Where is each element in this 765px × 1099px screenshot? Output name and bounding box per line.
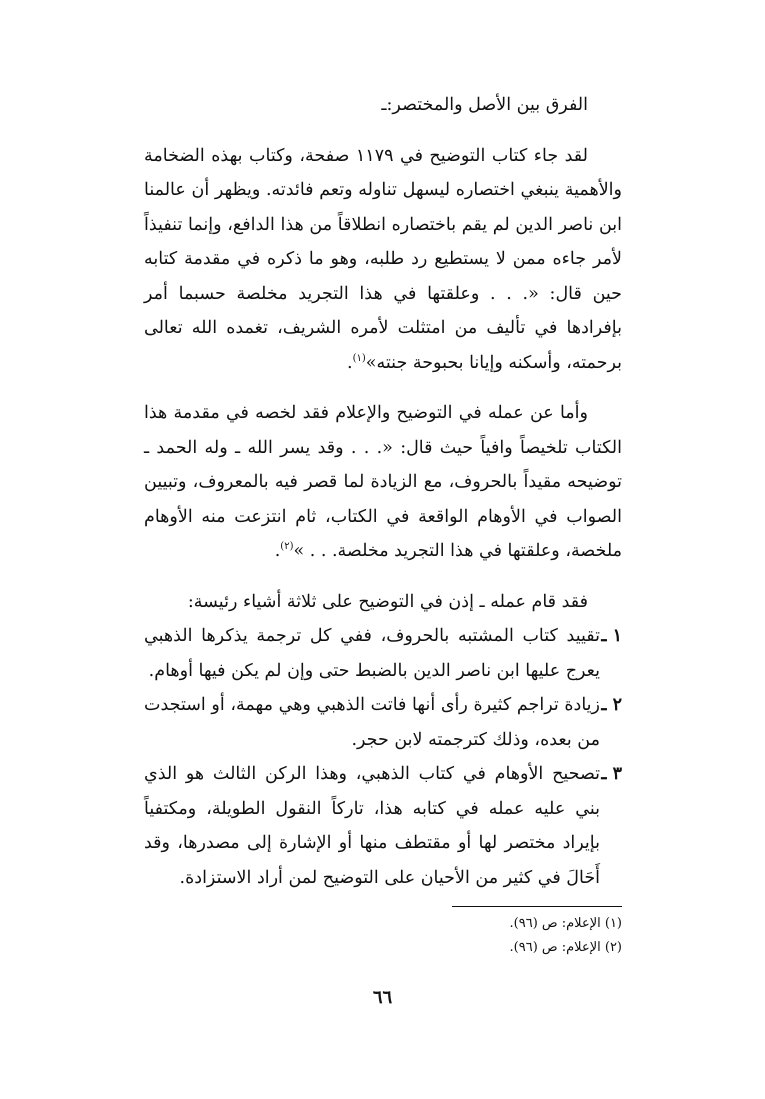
list-item	[144, 619, 622, 688]
page-number: ٦٦	[372, 987, 393, 1008]
footnote-1: (١) الإعلام: ص (٩٦).	[509, 916, 622, 931]
footnotes	[144, 912, 622, 960]
list-text: تصحيح الأوهام في كتاب الذهبي، وهذا الركن الثالث هو الذي بني عليه عمله في كتابه هذا، تاركاً النقول الطويلة، ومكتفياً بإيراد مختصر لها أو مقتطف منها أو الإشارة إلى مصدرها، وقد أَحَالَ في كثير من الأحيان على التوضيح لمن أراد الاستزادة.	[144, 764, 600, 888]
list-item	[144, 688, 622, 757]
list-text: زيادة تراجم كثيرة رأى أنها فاتت الذهبي وهي مهمة، أو استجدت من بعده، وذلك كترجمته لابن حجر.	[144, 695, 600, 750]
footnote-2: (٢) الإعلام: ص (٩٦).	[509, 940, 622, 955]
list-number: ٢ ـ	[601, 695, 622, 715]
paragraph-intro: لقد جاء كتاب التوضيح في ١١٧٩ صفحة، وكتاب بهذه الضخامة والأهمية ينبغي اختصاره ليسهل تناوله وتعم فائدته. ويظهر أن عالمنا ابن ناصر الدين لم يقم باختصاره انطلاقاً من هذا الدافع، وإنما تنفيذاً لأمر جاءه ممن لا يستطيع رد طلبه، وهو ما ذكره في مقدمة كتابه حين قال: «. . . وعلقتها في هذا التجريد مخلصة حسبما أمر بإفرادها في تأليف من امتثلت لأمره الشريف، تغمده الله تعالى برحمته، وأسكنه وإيانا بحبوحة جنته»$^{(١)}$.	[144, 145, 622, 373]
list-text: تقييد كتاب المشتبه بالحروف، ففي كل ترجمة يذكرها الذهبي يعرج عليها ابن ناصر الدين بالضبط حتى وإن لم يكن فيها أوهام.	[144, 626, 600, 681]
list-item	[144, 757, 622, 895]
paragraph-summary: وأما عن عمله في التوضيح والإعلام فقد لخصه في مقدمة هذا الكتاب تلخيصاً وافياً حيث قال: «. . . وقد يسر الله ـ وله الحمد ـ توضيحه مقيداً بالحروف، مع الزيادة لما قصر فيه بالمعروف، وتبيين الصواب في الأوهام الواقعة في الكتاب، ثام انتزعت منه الأوهام ملخصة، وعلقتها في هذا التجريد مخلصة. . . »$^{(٢)}$.	[144, 403, 622, 561]
footnote-ref-1: (١)	[352, 352, 366, 364]
footnote-divider	[452, 906, 622, 907]
list-number: ٣ ـ	[601, 764, 622, 784]
list-number: ١ ـ	[601, 626, 622, 646]
footnote-ref-2: (٢)	[280, 541, 294, 553]
paragraph-summary-text: وأما عن عمله في التوضيح والإعلام فقد لخصه في مقدمة هذا الكتاب تلخيصاً وافياً حيث قال: «. . . وقد يسر الله ـ وله الحمد ـ توضيحه مقيداً بالحروف، مع الزيادة لما قصر فيه بالمعروف، وتبيين الصواب في الأوهام الواقعة في الكتاب، ثام انتزعت منه الأوهام ملخصة، وعلقتها في هذا التجريد مخلصة. . . »	[144, 403, 622, 561]
paragraph-intro-text: لقد جاء كتاب التوضيح في ١١٧٩ صفحة، وكتاب بهذه الضخامة والأهمية ينبغي اختصاره ليسهل تناوله وتعم فائدته. ويظهر أن عالمنا ابن ناصر الدين لم يقم باختصاره انطلاقاً من هذا الدافع، وإنما تنفيذاً لأمر جاءه ممن لا يستطيع رد طلبه، وهو ما ذكره في مقدمة كتابه حين قال: «. . . وعلقتها في هذا التجريد مخلصة حسبما أمر بإفرادها في تأليف من امتثلت لأمره الشريف، تغمده الله تعالى برحمته، وأسكنه وإيانا بحبوحة جنته»	[144, 145, 622, 373]
section-heading: الفرق بين الأصل والمختصر:ـ	[381, 95, 588, 115]
main-text	[144, 88, 622, 895]
paragraph-list-intro: فقد قام عمله ـ إذن في التوضيح على ثلاثة أشياء رئيسة:	[187, 591, 588, 612]
